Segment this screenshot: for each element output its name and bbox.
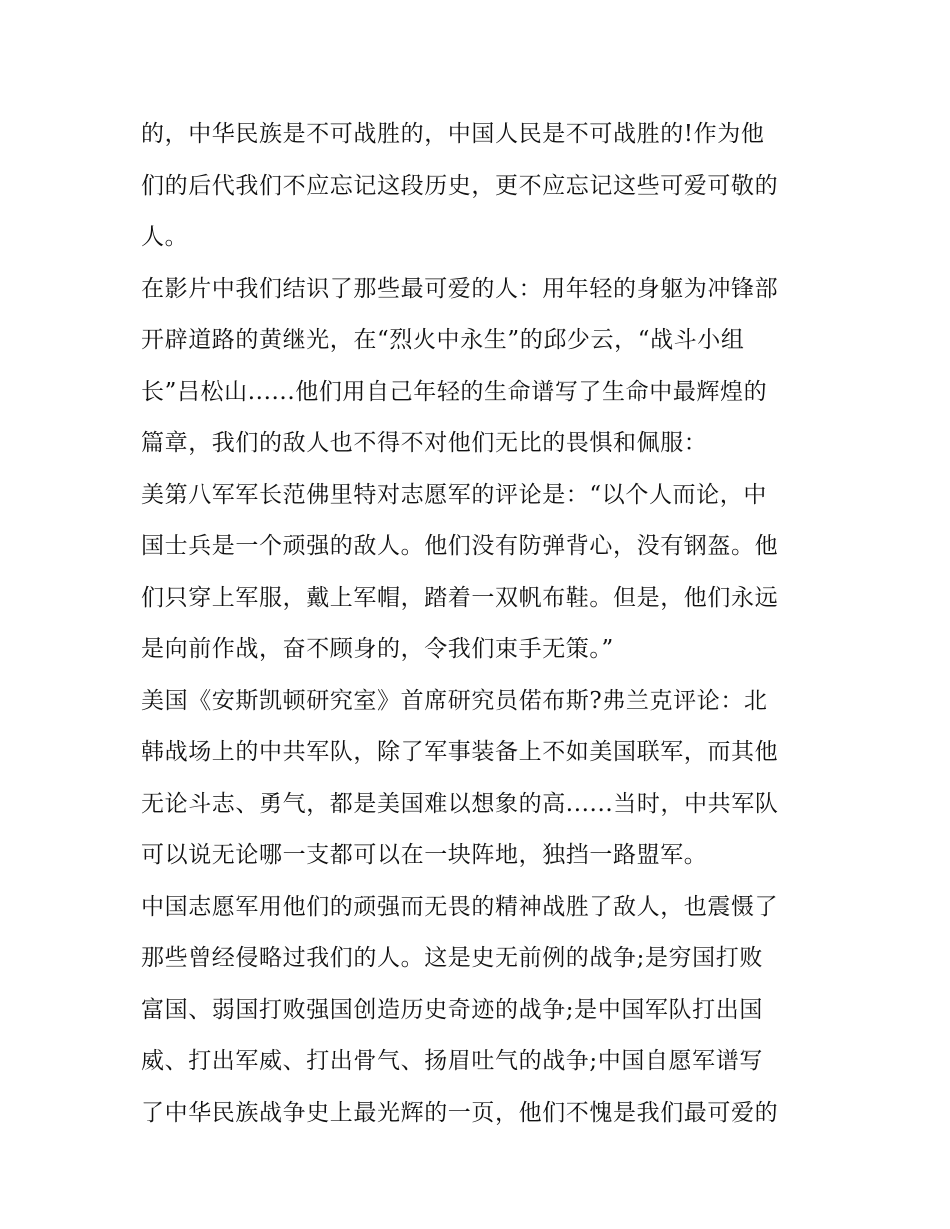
text-line: 长”吕松山......他们用自己年轻的生命谱写了生命中最辉煌的 [141,378,768,405]
text-line: 人。 [141,224,189,250]
text-line: 中国志愿军用他们的顽强而无畏的精神战胜了敌人，也震慑了 [141,893,779,920]
document-body [141,109,821,1139]
text-line: 篇章，我们的敌人也不得不对他们无比的畏惧和佩服： [141,430,708,456]
text-line: 是向前作战，奋不顾身的，令我们束手无策。” [141,636,614,662]
text-line: 无论斗志、勇气，都是美国难以想象的高......当时，中共军队 [141,790,779,817]
text-line: 美第八军军长范佛里特对志愿军的评论是：“以个人而论，中 [141,481,767,508]
text-line: 那些曾经侵略过我们的人。这是史无前例的战争;是穷国打败 [141,945,763,971]
text-line: 美国《安斯凯顿研究室》首席研究员偌布斯?弗兰克评论：北 [141,687,768,714]
text-line: 富国、弱国打败强国创造历史奇迹的战争;是中国军队打出国 [141,996,763,1023]
text-line: 开辟道路的黄继光，在“烈火中永生”的邱少云，“战斗小组 [141,327,745,353]
text-line: 们的后代我们不应忘记这段历史，更不应忘记这些可爱可敬的 [141,172,779,199]
text-line: 韩战场上的中共军队，除了军事装备上不如美国联军，而其他 [141,739,779,765]
text-line: 威、打出军威、打出骨气、扬眉吐气的战争;中国自愿军谱写 [141,1048,763,1074]
text-line: 可以说无论哪一支都可以在一块阵地，独挡一路盟军。 [141,842,708,868]
text-line: 的，中华民族是不可战胜的，中国人民是不可战胜的!作为他 [141,121,765,147]
text-line: 了中华民族战争史上最光辉的一页，他们不愧是我们最可爱的 [141,1099,779,1126]
text-line: 在影片中我们结识了那些最可爱的人：用年轻的身躯为冲锋部 [141,275,779,302]
text-line: 们只穿上军服，戴上军帽，踏着一双帆布鞋。但是，他们永远 [141,584,779,611]
text-line: 国士兵是一个顽强的敌人。他们没有防弹背心，没有钢盔。他 [141,533,779,559]
